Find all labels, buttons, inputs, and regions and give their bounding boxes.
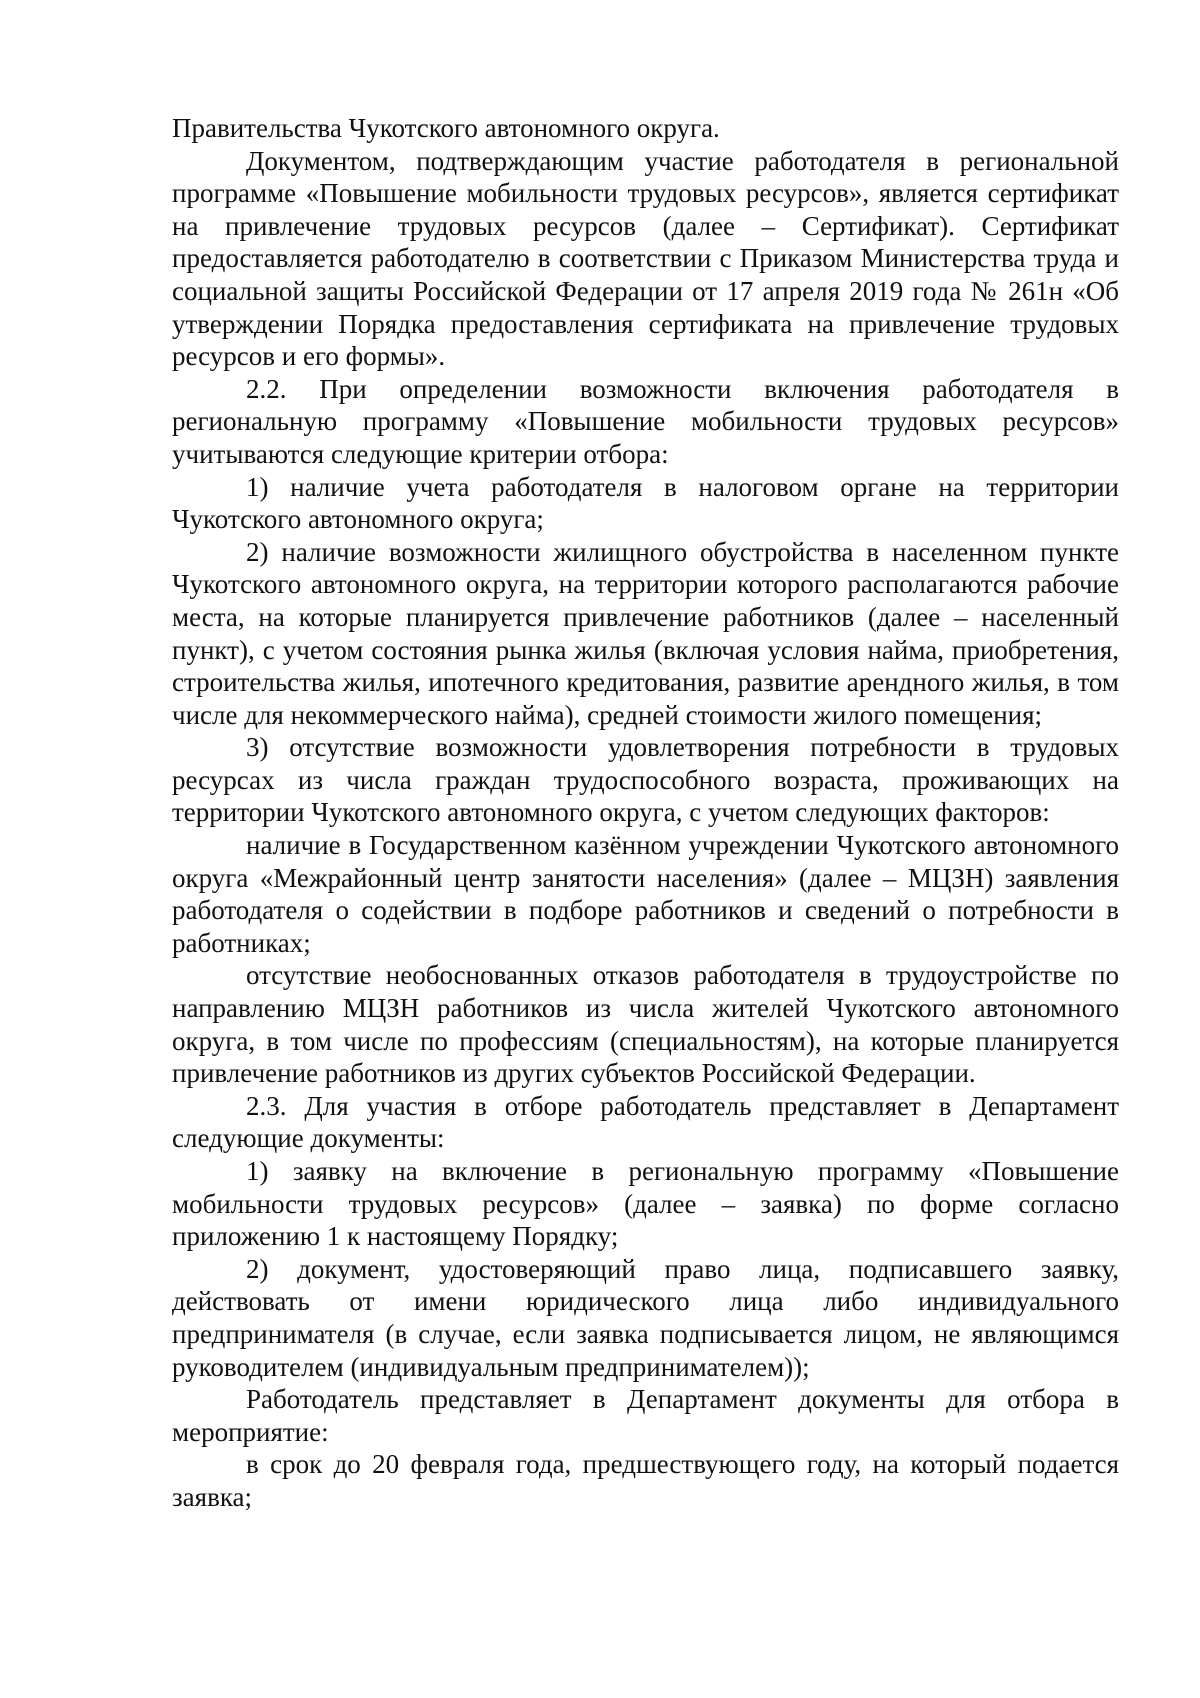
- paragraph-deadline: в срок до 20 февраля года, предшествующего году, на который подается заявка;: [172, 1449, 1119, 1512]
- paragraph-document-2: 2) документ, удостоверяющий право лица, подписавшего заявку, действовать от имени юридического лица либо индивидуального предпринимателя (в случае, если заявка подписывается лицом, не являющимся руководителем (индивидуальным предпринимателем));: [172, 1253, 1119, 1382]
- paragraph-section-2-2: 2.2. При определении возможности включения работодателя в региональную программу «Повышение мобильности трудовых ресурсов» учитываются следующие критерии отбора:: [172, 373, 1119, 469]
- paragraph-submission: Работодатель представляет в Департамент документы для отбора в мероприятие:: [172, 1384, 1119, 1447]
- paragraph-section-2-3: 2.3. Для участия в отборе работодатель представляет в Департамент следующие документы:: [172, 1090, 1119, 1154]
- paragraph-criterion-3: 3) отсутствие возможности удовлетворения потребности в трудовых ресурсах из числа граждан трудоспособного возраста, проживающих на территории Чукотского автономного округа, с учетом следующих факторов:: [172, 732, 1119, 828]
- document-body: [172, 112, 1119, 1514]
- paragraph-criterion-1: 1) наличие учета работодателя в налоговом органе на территории Чукотского автономного округа;: [172, 471, 1119, 535]
- paragraph-factor-refusals: отсутствие необоснованных отказов работодателя в трудоустройстве по направлению МЦЗН работников из числа жителей Чукотского автономного округа, в том числе по профессиям (специальностям), на которые планируется привлечение работников из других субъектов Российской Федерации.: [172, 960, 1119, 1089]
- paragraph-document-1: 1) заявку на включение в региональную программу «Повышение мобильности трудовых ресурсов» (далее – заявка) по форме согласно приложению 1 к настоящему Порядку;: [172, 1156, 1119, 1252]
- paragraph-certificate: Документом, подтверждающим участие работодателя в региональной программе «Повышение мобильности трудовых ресурсов», является сертификат на привлечение трудовых ресурсов (далее – Сертификат). Сертификат предоставляется работодателю в соответствии с Приказом Министерства труда и социальной защиты Российской Федерации от 17 апреля 2019 года № 261н «Об утверждении Порядка предоставления сертификата на привлечение трудовых ресурсов и его формы».: [172, 145, 1119, 372]
- paragraph-criterion-2: 2) наличие возможности жилищного обустройства в населенном пункте Чукотского автономного округа, на территории которого располагаются рабочие места, на которые планируется привлечение работников (далее – населенный пункт), с учетом состояния рынка жилья (включая условия найма, приобретения, строительства жилья, ипотечного кредитования, развитие арендного жилья, в том числе для некоммерческого найма), средней стоимости жилого помещения;: [172, 536, 1119, 730]
- paragraph-continuation: Правительства Чукотского автономного округа.: [172, 113, 720, 143]
- paragraph-factor-application: наличие в Государственном казённом учреждении Чукотского автономного округа «Межрайонный центр занятости населения» (далее – МЦЗН) заявления работодателя о содействии в подборе работников и сведений о потребности в работниках;: [172, 830, 1119, 958]
